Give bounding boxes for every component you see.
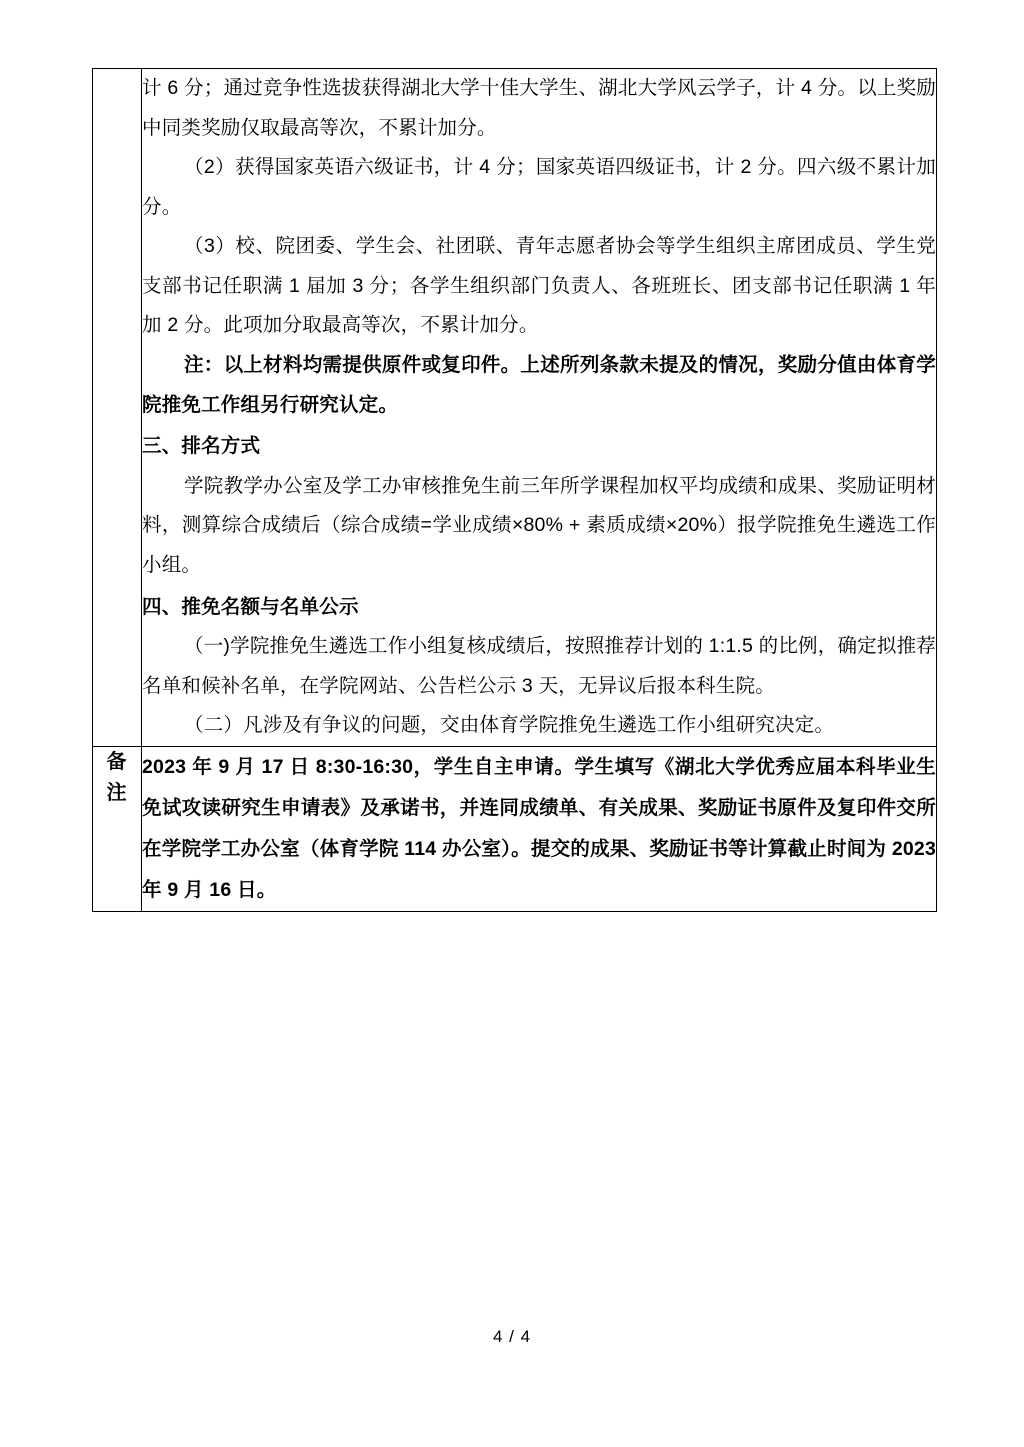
table-row [93, 746, 937, 911]
row-content-remarks [142, 746, 937, 911]
paragraph-ranking-calculation: 学院教学办公室及学工办审核推免生前三年所学课程加权平均成绩和成果、奖励证明材料，测算综合成绩后（综合成绩=学业成绩×80% + 素质成绩×20%）报学院推免生遴选工作小组。 [142, 474, 936, 576]
remarks-label-char-1: 备 [106, 750, 128, 773]
heading-quota-and-publicity: 四、推免名额与名单公示 [142, 595, 359, 618]
remarks-label-char-2: 注 [106, 781, 128, 804]
row-content-body [142, 69, 937, 747]
heading-ranking-method: 三、排名方式 [142, 435, 261, 458]
page-number: 4 / 4 [492, 1327, 532, 1346]
paragraph-remarks-application: 2023 年 9 月 17 日 8:30-16:30，学生自主申请。学生填写《湖北大学优秀应届本科毕业生免试攻读研究生申请表》及承诺书，并连同成绩单、有关成果、奖励证书原件及复印件交所在学院学工办公室（体育学院 114 办公室）。提交的成果、奖励证书等计算截止时间为 2023 年 9 月 16 日。 [142, 755, 936, 901]
paragraph-publicity-process: （一)学院推免生遴选工作小组复核成绩后，按照推荐计划的 1:1.5 的比例，确定拟推荐名单和候补名单，在学院网站、公告栏公示 3 天，无异议后报本科生院。 [142, 635, 936, 697]
paragraph-scoring-continued: 计 6 分；通过竞争性选拔获得湖北大学十佳大学生、湖北大学风云学子，计 4 分。以上奖励中同类奖励仅取最高等次，不累计加分。 [142, 77, 936, 139]
row-label-remarks [93, 746, 142, 911]
paragraph-note-materials: 注：以上材料均需提供原件或复印件。上述所列条款未提及的情况，奖励分值由体育学院推免工作组另行研究认定。 [142, 354, 936, 416]
paragraph-english-certificates: （2）获得国家英语六级证书，计 4 分；国家英语四级证书，计 2 分。四六级不累计加分。 [142, 156, 936, 218]
content-table [92, 68, 937, 912]
row-label-empty [93, 69, 142, 747]
table-row [93, 69, 937, 747]
paragraph-student-organizations: （3）校、院团委、学生会、社团联、青年志愿者协会等学生组织主席团成员、学生党支部书记任职满 1 届加 3 分；各学生组织部门负责人、各班班长、团支部书记任职满 1 年加 2 分。此项加分取最高等次，不累计加分。 [142, 235, 936, 337]
paragraph-dispute-resolution: （二）凡涉及有争议的问题，交由体育学院推免生遴选工作小组研究决定。 [184, 714, 835, 737]
